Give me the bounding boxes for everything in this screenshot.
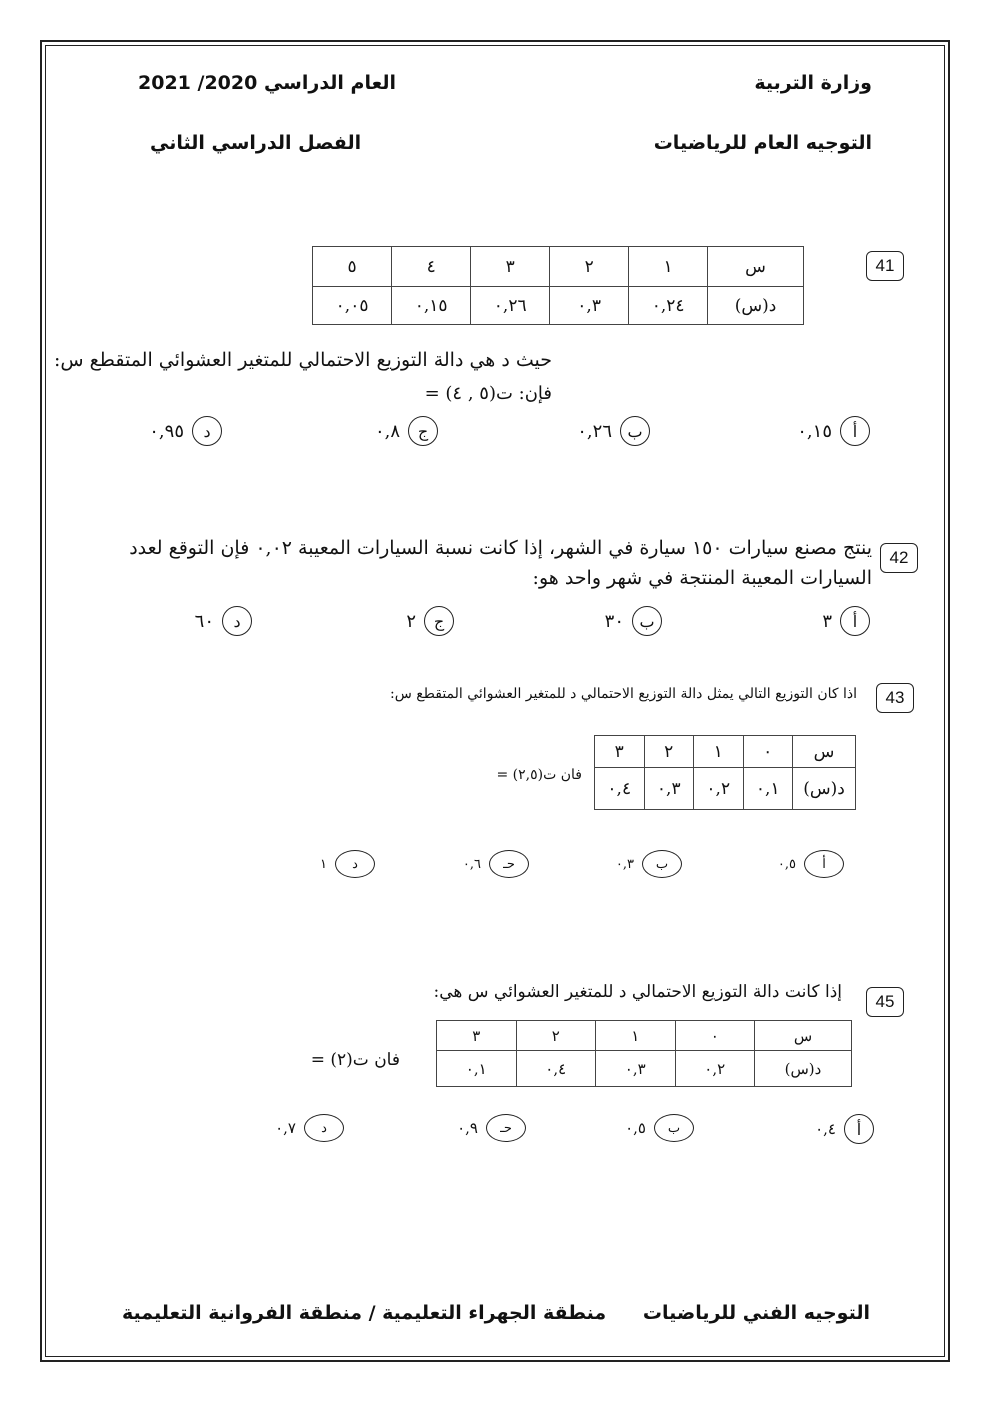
q45-option-a[interactable]: أ ٠,٤ — [815, 1114, 874, 1144]
department-label: التوجيه العام للرياضيات — [653, 132, 872, 154]
q45-option-b[interactable]: ب ٠,٥ — [625, 1114, 694, 1142]
q45-x-cell: ٠ — [675, 1021, 755, 1051]
q43-p-label: د(س) — [793, 768, 856, 810]
q45-p-cell: ٠,٣ — [596, 1051, 676, 1087]
q43-x-cell: ١ — [694, 736, 744, 768]
q45-x-label: س — [755, 1021, 852, 1051]
q43-distribution-table — [594, 735, 856, 810]
q45-x-cell: ٣ — [437, 1021, 517, 1051]
ministry-label: وزارة التربية — [754, 72, 872, 94]
q41-option-d[interactable]: د ٠,٩٥ — [149, 416, 222, 446]
q41-question: فإن: ت(٥ , ٤) = — [424, 383, 552, 404]
academic-year: العام الدراسي 2020/ 2021 — [138, 72, 396, 94]
q42-text-line2: السيارات المعيبة المنتجة في شهر واحد هو: — [532, 567, 872, 589]
q45-option-c[interactable]: حـ ٠,٩ — [457, 1114, 526, 1142]
q45-x-cell: ٢ — [516, 1021, 596, 1051]
q41-text: حيث د هي دالة التوزيع الاحتمالي للمتغير العشوائي المتقطع س: — [54, 349, 552, 371]
question-number-45: 45 — [866, 987, 904, 1017]
q43-x-cell: ٢ — [644, 736, 694, 768]
q45-p-cell: ٠,١ — [437, 1051, 517, 1087]
q43-option-a[interactable]: أ ٠,٥ — [778, 850, 844, 878]
q41-x-cell: ٥ — [313, 247, 392, 287]
q41-p-cell: ٠,٠٥ — [313, 287, 392, 325]
q43-p-cell: ٠,٤ — [595, 768, 645, 810]
q42-option-b[interactable]: ب ٣٠ — [605, 606, 662, 636]
q43-text: اذا كان التوزيع التالي يمثل دالة التوزيع الاحتمالي د للمتغير العشوائي المتقطع س: — [390, 686, 857, 702]
q41-x-cell: ١ — [629, 247, 708, 287]
q42-option-d[interactable]: د ٦٠ — [195, 606, 252, 636]
q41-p-label: د(س) — [708, 287, 804, 325]
q45-p-label: د(س) — [755, 1051, 852, 1087]
q41-x-cell: ٤ — [392, 247, 471, 287]
q42-text-line1: ينتج مصنع سيارات ١٥٠ سيارة في الشهر، إذا كانت نسبة السيارات المعيبة ٠,٠٢ فإن التوقع لعدد — [129, 537, 872, 559]
q41-p-cell: ٠,٢٤ — [629, 287, 708, 325]
q43-x-cell: ٠ — [743, 736, 793, 768]
q43-option-d[interactable]: د ١ — [320, 850, 375, 878]
q45-option-d[interactable]: د ٠,٧ — [275, 1114, 344, 1142]
q45-text: إذا كانت دالة التوزيع الاحتمالي د للمتغير العشوائي س هي: — [433, 982, 842, 1002]
q41-distribution-table — [312, 246, 804, 325]
q41-x-cell: ٢ — [550, 247, 629, 287]
question-number-41: 41 — [866, 251, 904, 281]
q45-x-cell: ١ — [596, 1021, 676, 1051]
footer-left: منطقة الجهراء التعليمية / منطقة الفروانية التعليمية — [122, 1302, 607, 1324]
q41-option-c[interactable]: ج ٠,٨ — [375, 416, 438, 446]
q45-p-cell: ٠,٤ — [516, 1051, 596, 1087]
q41-x-cell: ٣ — [471, 247, 550, 287]
q41-p-cell: ٠,١٥ — [392, 287, 471, 325]
q45-p-cell: ٠,٢ — [675, 1051, 755, 1087]
q41-x-label: س — [708, 247, 804, 287]
q42-option-c[interactable]: ج ٢ — [406, 606, 454, 636]
question-number-43: 43 — [876, 683, 914, 713]
q41-option-b[interactable]: ب ٠,٢٦ — [577, 416, 650, 446]
q43-option-c[interactable]: حـ ٠,٦ — [463, 850, 529, 878]
q45-question: فان ت(٢) = — [310, 1050, 400, 1070]
q43-p-cell: ٠,٢ — [694, 768, 744, 810]
question-number-42: 42 — [880, 543, 918, 573]
q42-option-a[interactable]: أ ٣ — [822, 606, 870, 636]
q41-p-cell: ٠,٣ — [550, 287, 629, 325]
q43-p-cell: ٠,١ — [743, 768, 793, 810]
q45-distribution-table — [436, 1020, 852, 1087]
q41-p-cell: ٠,٢٦ — [471, 287, 550, 325]
semester-label: الفصل الدراسي الثاني — [150, 132, 362, 154]
q43-x-label: س — [793, 736, 856, 768]
q43-option-b[interactable]: ب ٠,٣ — [616, 850, 682, 878]
q43-question: فان ت(٢,٥) = — [496, 767, 582, 783]
q43-p-cell: ٠,٣ — [644, 768, 694, 810]
footer-right: التوجيه الفني للرياضيات — [642, 1302, 870, 1324]
q41-option-a[interactable]: أ ٠,١٥ — [797, 416, 870, 446]
q43-x-cell: ٣ — [595, 736, 645, 768]
